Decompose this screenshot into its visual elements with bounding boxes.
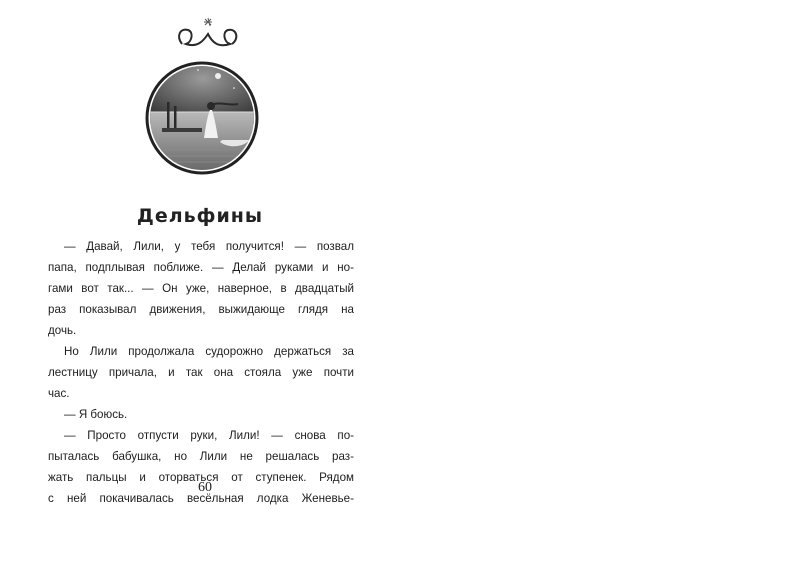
text-line: папа, подплывая поближе. — Делай руками и но-	[48, 261, 354, 274]
text-line: — Просто отпусти руки, Лили! — снова по-	[64, 429, 354, 442]
page-number-left: 60	[198, 480, 212, 495]
text-line: раз показывал движения, выжидающе глядя на	[48, 303, 354, 316]
text-line: жать пальцы и оторваться от ступенек. Рядом	[48, 471, 354, 484]
text-line: гами вот так... — Он уже, наверное, в двадцатый	[48, 282, 354, 295]
text-line: дочь.	[48, 324, 77, 337]
right-page	[400, 0, 800, 538]
text-line: с ней покачивалась весёльная лодка Женевье-	[48, 492, 354, 505]
text-line: пыталась бабушка, но Лили не решалась раз-	[48, 450, 354, 463]
text-line: Но Лили продолжала судорожно держаться за	[64, 345, 354, 358]
chapter-title: Дельфины	[136, 205, 264, 227]
text-line: — Я боюсь.	[64, 408, 128, 421]
text-line: лестницу причала, и так она стояла уже почти	[48, 366, 354, 379]
left-page-text	[48, 236, 354, 509]
text-line: — Давай, Лили, у тебя получится! — позвал	[64, 240, 354, 253]
vignette-image	[142, 14, 264, 194]
left-page	[0, 0, 400, 538]
text-line: час.	[48, 387, 70, 400]
chapter-illustration	[142, 14, 264, 194]
